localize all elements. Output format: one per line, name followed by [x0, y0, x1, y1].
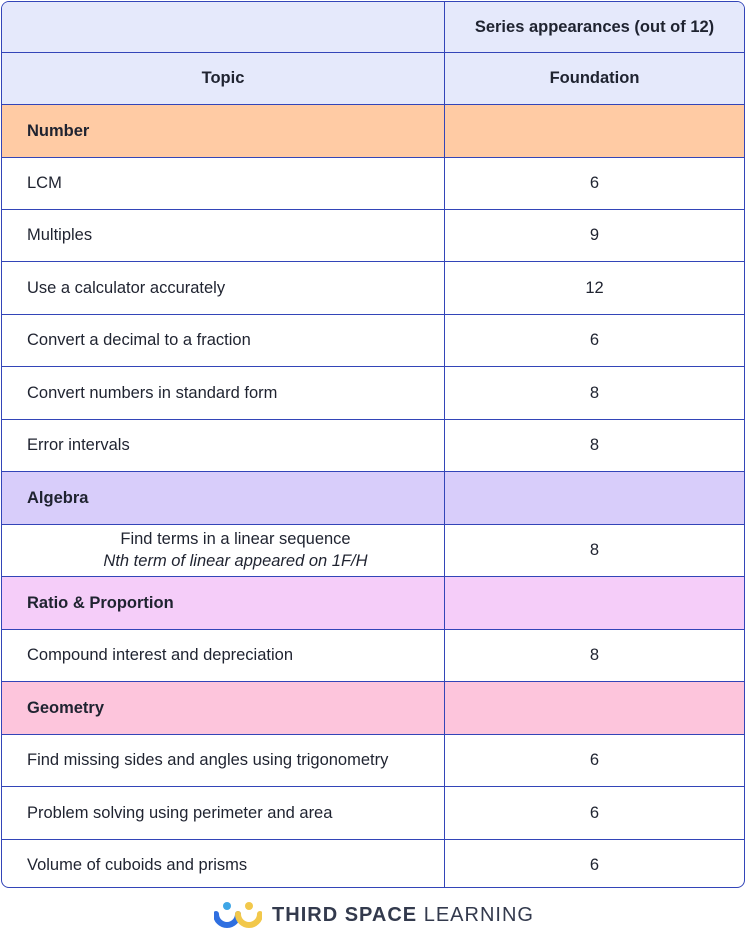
- brand-name: [272, 904, 534, 927]
- brand-bold: THIRD SPACE: [272, 903, 418, 926]
- table-row: [2, 158, 744, 210]
- table-row: [2, 420, 744, 472]
- topic-cell: Convert numbers in standard form: [2, 367, 445, 419]
- section-row-algebra: [2, 472, 744, 525]
- topic-cell: [2, 525, 445, 576]
- value-cell: 6: [589, 751, 600, 769]
- value-cell: 8: [589, 383, 600, 402]
- section-title: Number: [2, 105, 445, 157]
- section-row-geometry: [2, 682, 744, 735]
- brand-light: LEARNING: [423, 903, 534, 926]
- table-row: [2, 210, 744, 262]
- value-cell: 6: [589, 174, 600, 192]
- topic-cell: Find missing sides and angles using trigonometry: [2, 735, 445, 786]
- topic-note: Nth term of linear appeared on 1F/H: [103, 552, 368, 570]
- value-cell: 9: [589, 226, 600, 244]
- topic-cell: Volume of cuboids and prisms: [2, 840, 445, 888]
- value-cell: 6: [589, 803, 600, 822]
- topic-cell: Compound interest and depreciation: [2, 630, 445, 681]
- table-row: [2, 735, 744, 787]
- topic-cell: Convert a decimal to a fraction: [2, 315, 445, 366]
- section-row-ratio: [2, 577, 744, 630]
- table-row: [2, 525, 744, 577]
- section-title: Geometry: [2, 682, 445, 734]
- table-row: [2, 787, 744, 840]
- topic-header: Topic: [2, 53, 445, 104]
- value-cell: 8: [589, 646, 600, 664]
- value-cell: 12: [585, 278, 604, 297]
- value-cell: 8: [589, 436, 600, 454]
- header-empty-cell: [2, 2, 445, 52]
- foundation-header: Foundation: [549, 69, 640, 87]
- table-row: [2, 630, 744, 682]
- topic-cell: Problem solving using perimeter and area: [2, 787, 445, 839]
- section-title: Algebra: [2, 472, 445, 524]
- section-row-number: [2, 105, 744, 158]
- table-row: [2, 262, 744, 315]
- value-cell: 6: [589, 331, 600, 349]
- topic-cell: LCM: [2, 158, 445, 209]
- value-cell: 6: [589, 855, 600, 874]
- table-row: [2, 840, 744, 888]
- third-space-logo-icon: [214, 900, 262, 930]
- header-row-top: [2, 2, 744, 53]
- topic-cell: Use a calculator accurately: [2, 262, 445, 314]
- section-title: Ratio & Proportion: [2, 577, 445, 629]
- value-cell: 8: [589, 541, 600, 559]
- series-header: Series appearances (out of 12): [474, 17, 715, 36]
- topic-cell: Multiples: [2, 210, 445, 261]
- topic-text: Find terms in a linear sequence: [120, 530, 351, 548]
- brand-footer: [0, 895, 748, 935]
- table-row: [2, 315, 744, 367]
- header-row: [2, 53, 744, 105]
- table-row: [2, 367, 744, 420]
- topics-table: [1, 1, 745, 888]
- topic-cell: Error intervals: [2, 420, 445, 471]
